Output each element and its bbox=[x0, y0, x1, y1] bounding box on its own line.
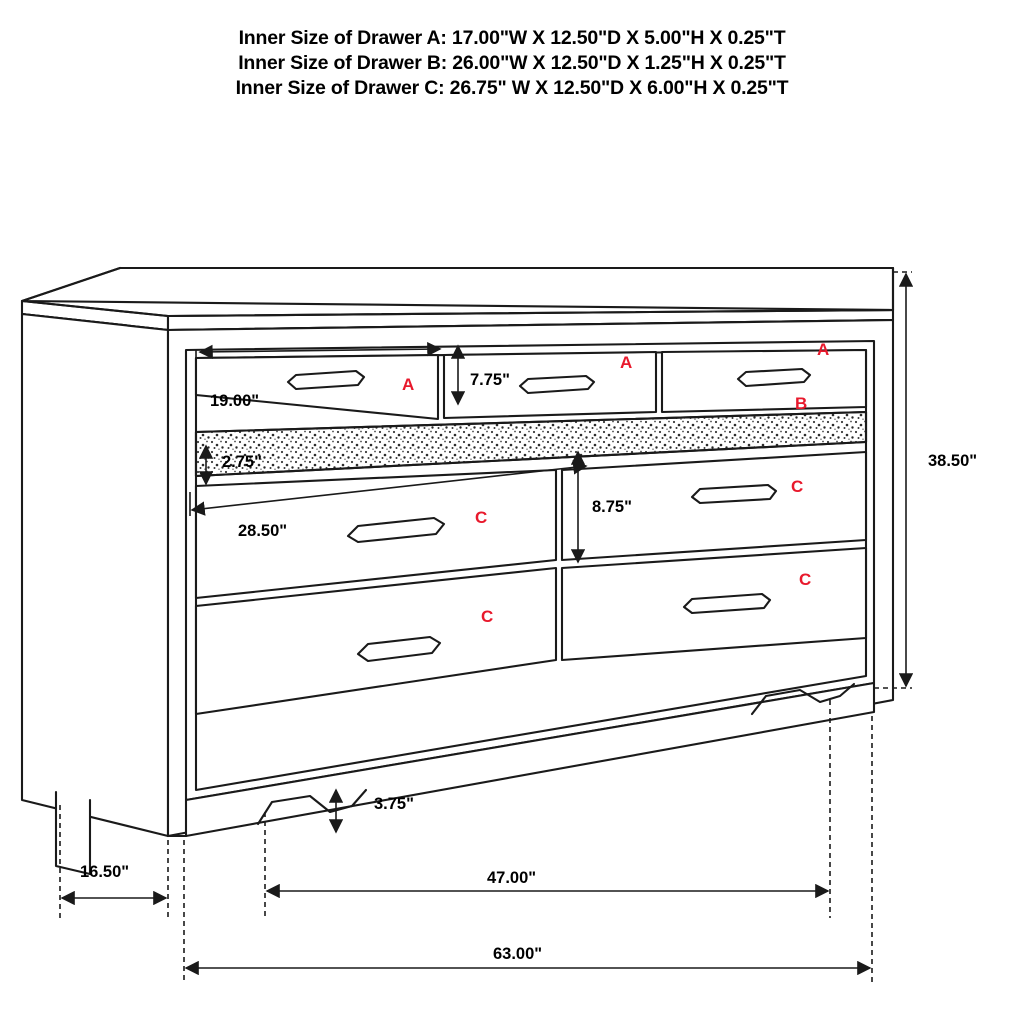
dim-front-width: 47.00" bbox=[487, 869, 537, 887]
dim-base-height: 3.75" bbox=[374, 795, 414, 813]
spec-line-b: Inner Size of Drawer B: 26.00"W X 12.50"D X 1.25"H X 0.25"T bbox=[238, 52, 786, 74]
dim-drawer-b-height: 2.75" bbox=[222, 453, 262, 471]
label-c-lower-right: C bbox=[799, 570, 812, 589]
dim-drawer-c-width: 28.50" bbox=[238, 522, 288, 540]
dim-drawer-c-height: 8.75" bbox=[592, 498, 632, 516]
dim-drawer-a-height: 7.75" bbox=[470, 371, 510, 389]
spec-line-c: Inner Size of Drawer C: 26.75" W X 12.50"D X 6.00"H X 0.25"T bbox=[235, 77, 789, 99]
dim-overall-width: 63.00" bbox=[493, 945, 543, 963]
dim-drawer-a-width: 19.00" bbox=[210, 392, 260, 410]
label-c-upper-left: C bbox=[475, 508, 488, 527]
label-a-center: A bbox=[620, 353, 633, 372]
dim-overall-height: 38.50" bbox=[928, 452, 978, 470]
dim-depth: 16.50" bbox=[80, 863, 130, 881]
spec-line-a: Inner Size of Drawer A: 17.00"W X 12.50"D X 5.00"H X 0.25"T bbox=[238, 27, 786, 49]
label-b: B bbox=[795, 394, 808, 413]
label-c-lower-left: C bbox=[481, 607, 494, 626]
label-c-upper-right: C bbox=[791, 477, 804, 496]
label-a-right: A bbox=[817, 340, 830, 359]
label-a-left: A bbox=[402, 375, 415, 394]
